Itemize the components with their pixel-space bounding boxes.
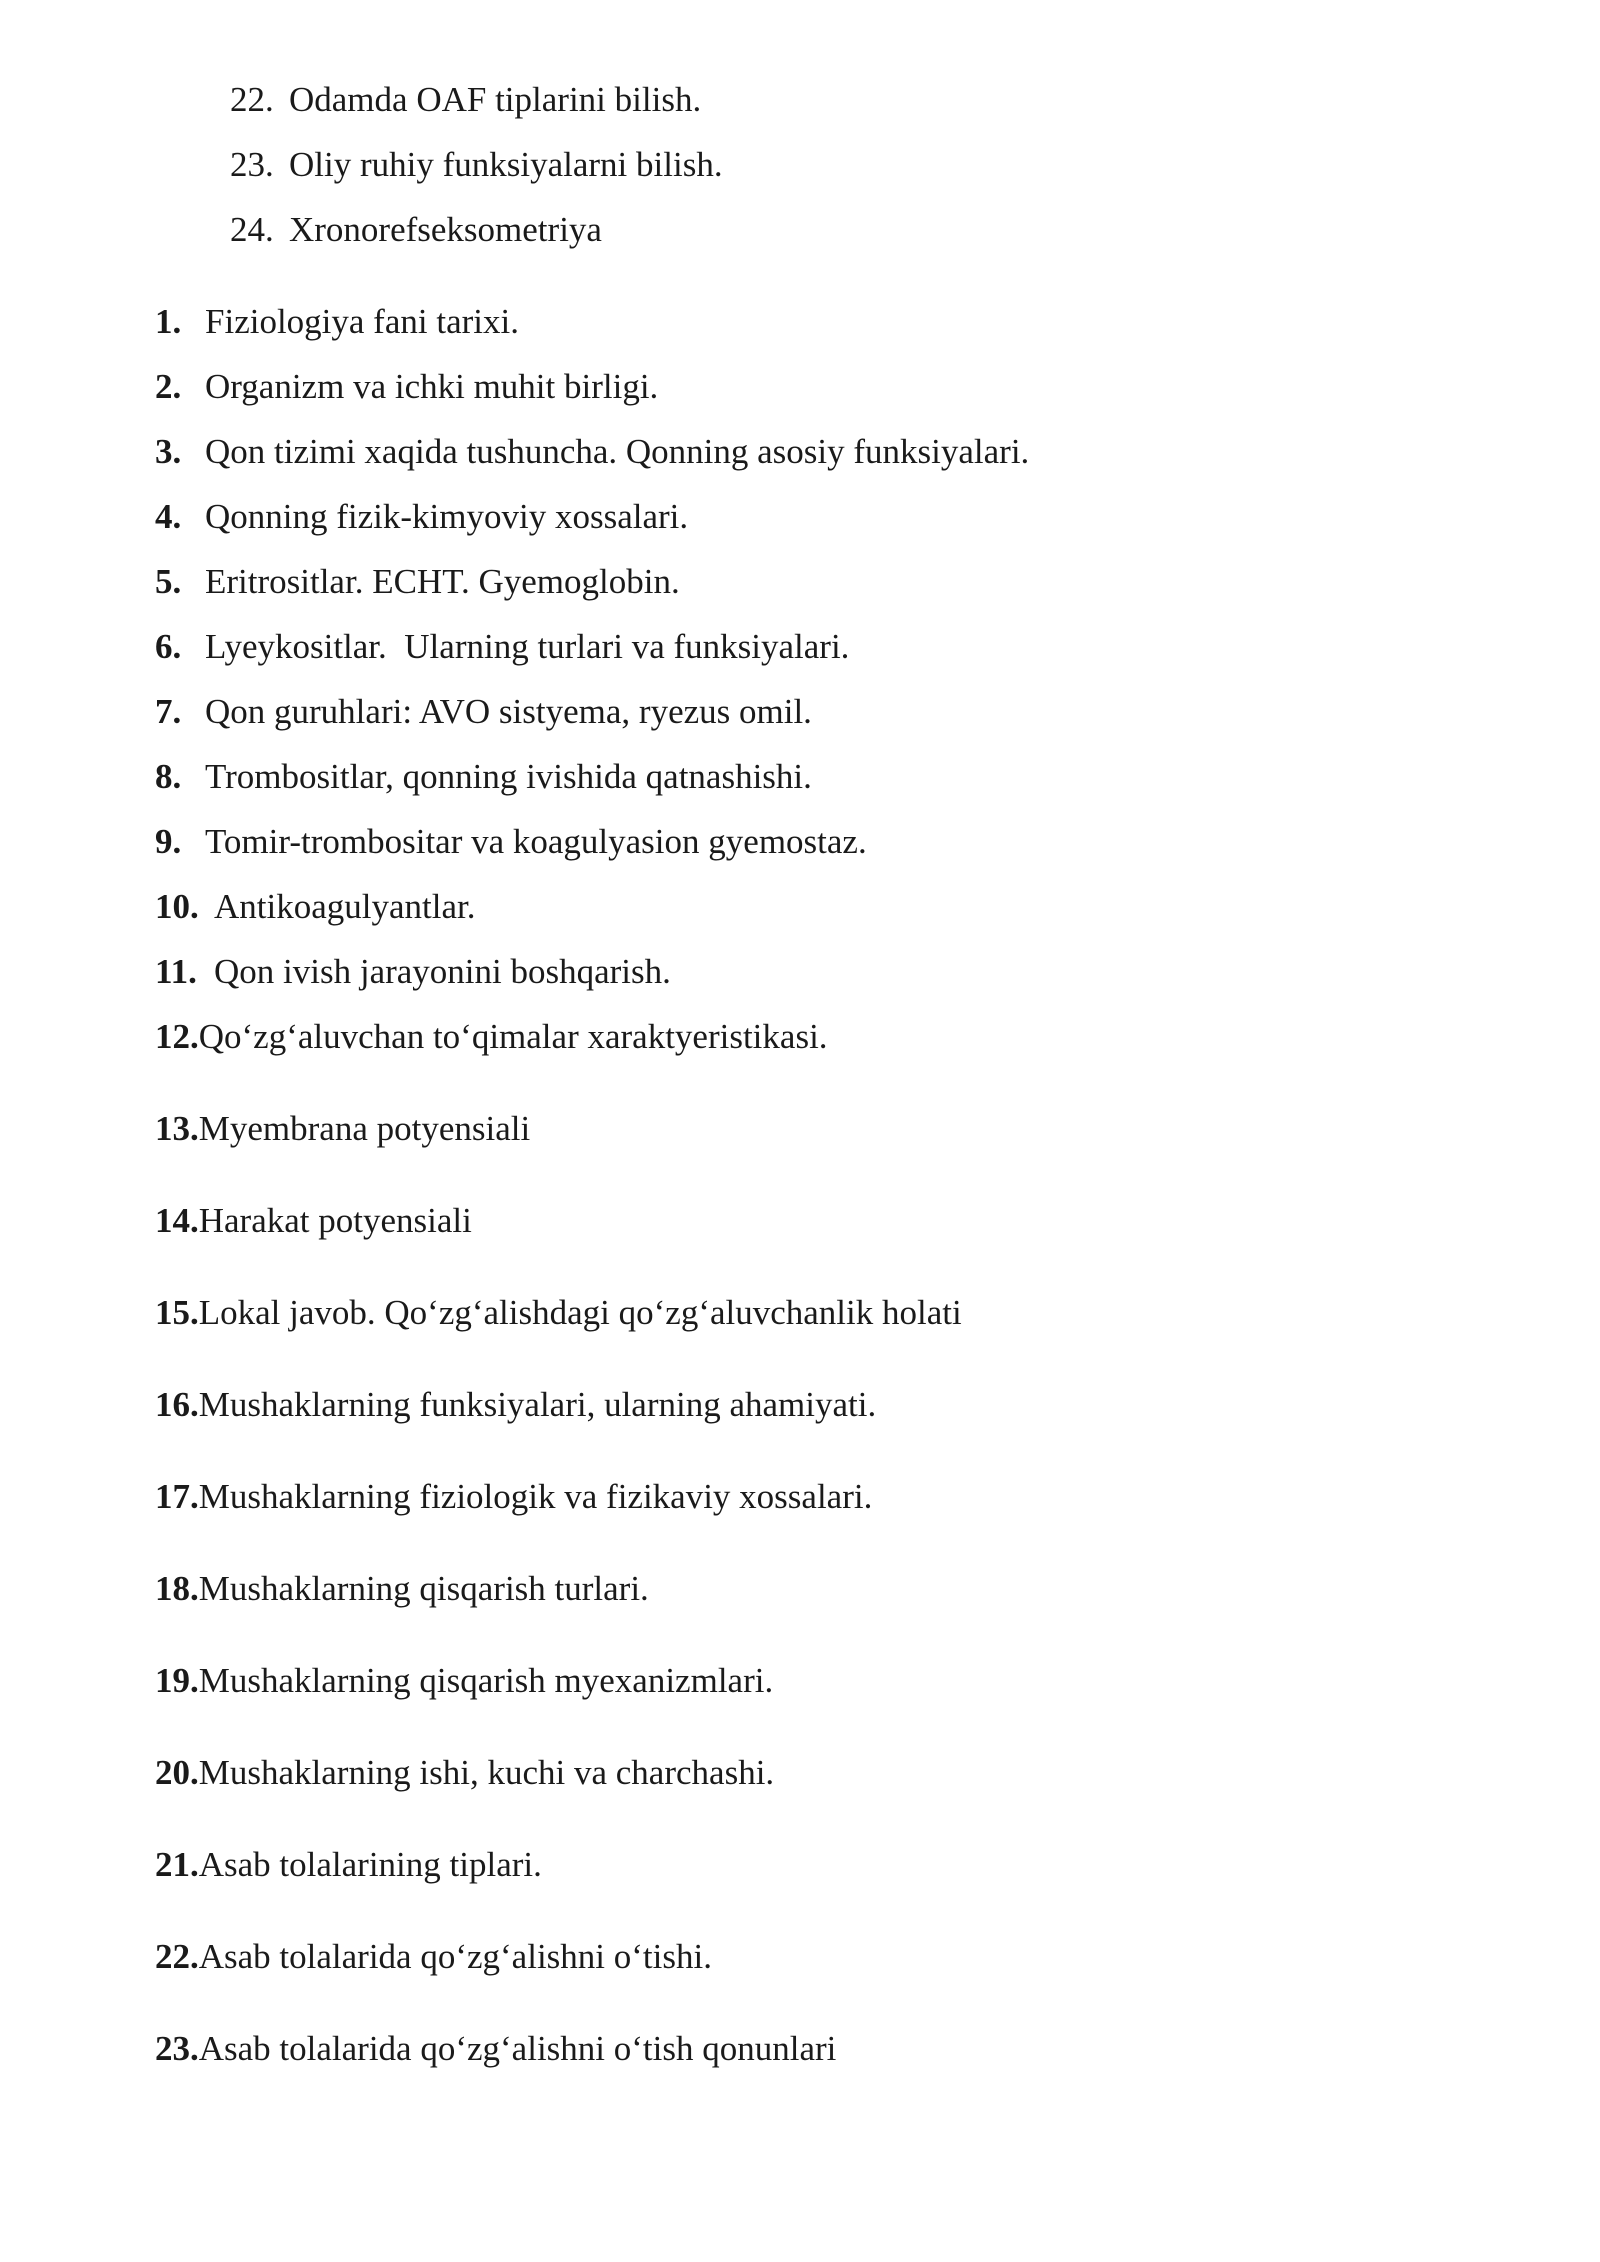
main-list-item [155, 432, 1029, 472]
main-list-item [155, 952, 671, 992]
main-list-item-text: Mushaklarning funksiyalari, ularning ahamiyati. [198, 1385, 877, 1424]
main-list-item [155, 497, 688, 537]
main-list-item-number: 4. [155, 497, 182, 536]
main-list-item [155, 1845, 542, 1885]
main-list-item [155, 1017, 828, 1057]
main-list-item [155, 1109, 530, 1149]
top-list-item [230, 145, 723, 185]
main-list-item-number: 18. [155, 1569, 199, 1608]
main-list-item-number: 7. [155, 692, 182, 731]
main-list-item [155, 367, 658, 407]
main-list-item [155, 302, 519, 342]
main-list-item-number: 16. [155, 1385, 199, 1424]
main-list-item-text: Mushaklarning ishi, kuchi va charchashi. [198, 1753, 775, 1792]
main-list-item-number: 22. [155, 1937, 199, 1976]
main-list-item-text: Mushaklarning qisqarish turlari. [198, 1569, 649, 1608]
main-list-item-number: 5. [155, 562, 182, 601]
main-list-item [155, 692, 812, 732]
main-list-item [155, 1385, 876, 1425]
main-list-item [155, 757, 812, 797]
main-list-item-text: Lyeykositlar. Ularning turlari va funksiyalari. [205, 627, 850, 666]
main-list-item-number: 11. [155, 952, 197, 991]
main-list-item-number: 9. [155, 822, 182, 861]
main-list-item-text: Tomir-trombositar va koagulyasion gyemostaz. [205, 822, 867, 861]
main-list-item-number: 12. [155, 1017, 199, 1056]
top-list-item-number: 24. [230, 210, 274, 249]
main-list-item-text: Trombositlar, qonning ivishida qatnashishi. [205, 757, 812, 796]
main-list-item [155, 1201, 472, 1241]
main-list-item [155, 1293, 962, 1333]
top-list-item-text: Xronorefseksometriya [289, 210, 602, 249]
main-list-item-text: Asab tolalarida qo‘zg‘alishni o‘tishi. [198, 1937, 712, 1976]
main-list-item-number: 14. [155, 1201, 199, 1240]
main-list-item-text: Eritrositlar. ECHT. Gyemoglobin. [205, 562, 680, 601]
main-list-item [155, 822, 867, 862]
main-list-item-text: Lokal javob. Qo‘zg‘alishdagi qo‘zg‘aluvchanlik holati [198, 1293, 962, 1332]
main-list-item [155, 2029, 836, 2069]
top-list-item-text: Odamda OAF tiplarini bilish. [289, 80, 702, 119]
main-list-item-number: 20. [155, 1753, 199, 1792]
main-list-item-text: Mushaklarning qisqarish myexanizmlari. [198, 1661, 774, 1700]
main-list-item-text: Harakat potyensiali [198, 1201, 472, 1240]
main-list-item-number: 21. [155, 1845, 199, 1884]
main-list-item-number: 3. [155, 432, 182, 471]
main-list-item-text: Fiziologiya fani tarixi. [205, 302, 519, 341]
main-list-item [155, 1753, 774, 1793]
main-list-item-text: Myembrana potyensiali [198, 1109, 531, 1148]
main-list-item-number: 17. [155, 1477, 199, 1516]
main-list-item-text: Qon tizimi xaqida tushuncha. Qonning asosiy funksiyalari. [205, 432, 1030, 471]
main-list-item-text: Asab tolalarining tiplari. [198, 1845, 542, 1884]
main-list-item-text: Mushaklarning fiziologik va fizikaviy xossalari. [198, 1477, 873, 1516]
main-list-item [155, 562, 680, 602]
top-list-item [230, 80, 701, 120]
main-list-item-number: 6. [155, 627, 182, 666]
main-list-item-text: Antikoagulyantlar. [214, 887, 476, 926]
main-list-item-number: 15. [155, 1293, 199, 1332]
top-list-item-number: 23. [230, 145, 274, 184]
main-list-item [155, 1569, 649, 1609]
main-list-item [155, 627, 849, 667]
main-list-item-number: 19. [155, 1661, 199, 1700]
main-list-item-text: Asab tolalarida qo‘zg‘alishni o‘tish qonunlari [198, 2029, 837, 2068]
main-list-item-number: 13. [155, 1109, 199, 1148]
top-list-item-text: Oliy ruhiy funksiyalarni bilish. [289, 145, 723, 184]
main-list-item [155, 1661, 773, 1701]
main-list-item [155, 887, 475, 927]
main-list-item-text: Qon guruhlari: AVO sistyema, ryezus omil. [205, 692, 812, 731]
main-list-item-number: 8. [155, 757, 182, 796]
main-list-item-text: Qo‘zg‘aluvchan to‘qimalar xaraktyeristikasi. [198, 1017, 828, 1056]
main-list-item-number: 23. [155, 2029, 199, 2068]
main-list-item-number: 10. [155, 887, 199, 926]
main-list-item-number: 2. [155, 367, 182, 406]
main-list-item-text: Qon ivish jarayonini boshqarish. [214, 952, 671, 991]
main-list-item-text: Organizm va ichki muhit birligi. [205, 367, 659, 406]
main-list-item-text: Qonning fizik-kimyoviy xossalari. [205, 497, 689, 536]
top-list-item [230, 210, 602, 250]
top-list-item-number: 22. [230, 80, 274, 119]
main-list-item-number: 1. [155, 302, 182, 341]
main-list-item [155, 1937, 712, 1977]
main-list-item [155, 1477, 872, 1517]
